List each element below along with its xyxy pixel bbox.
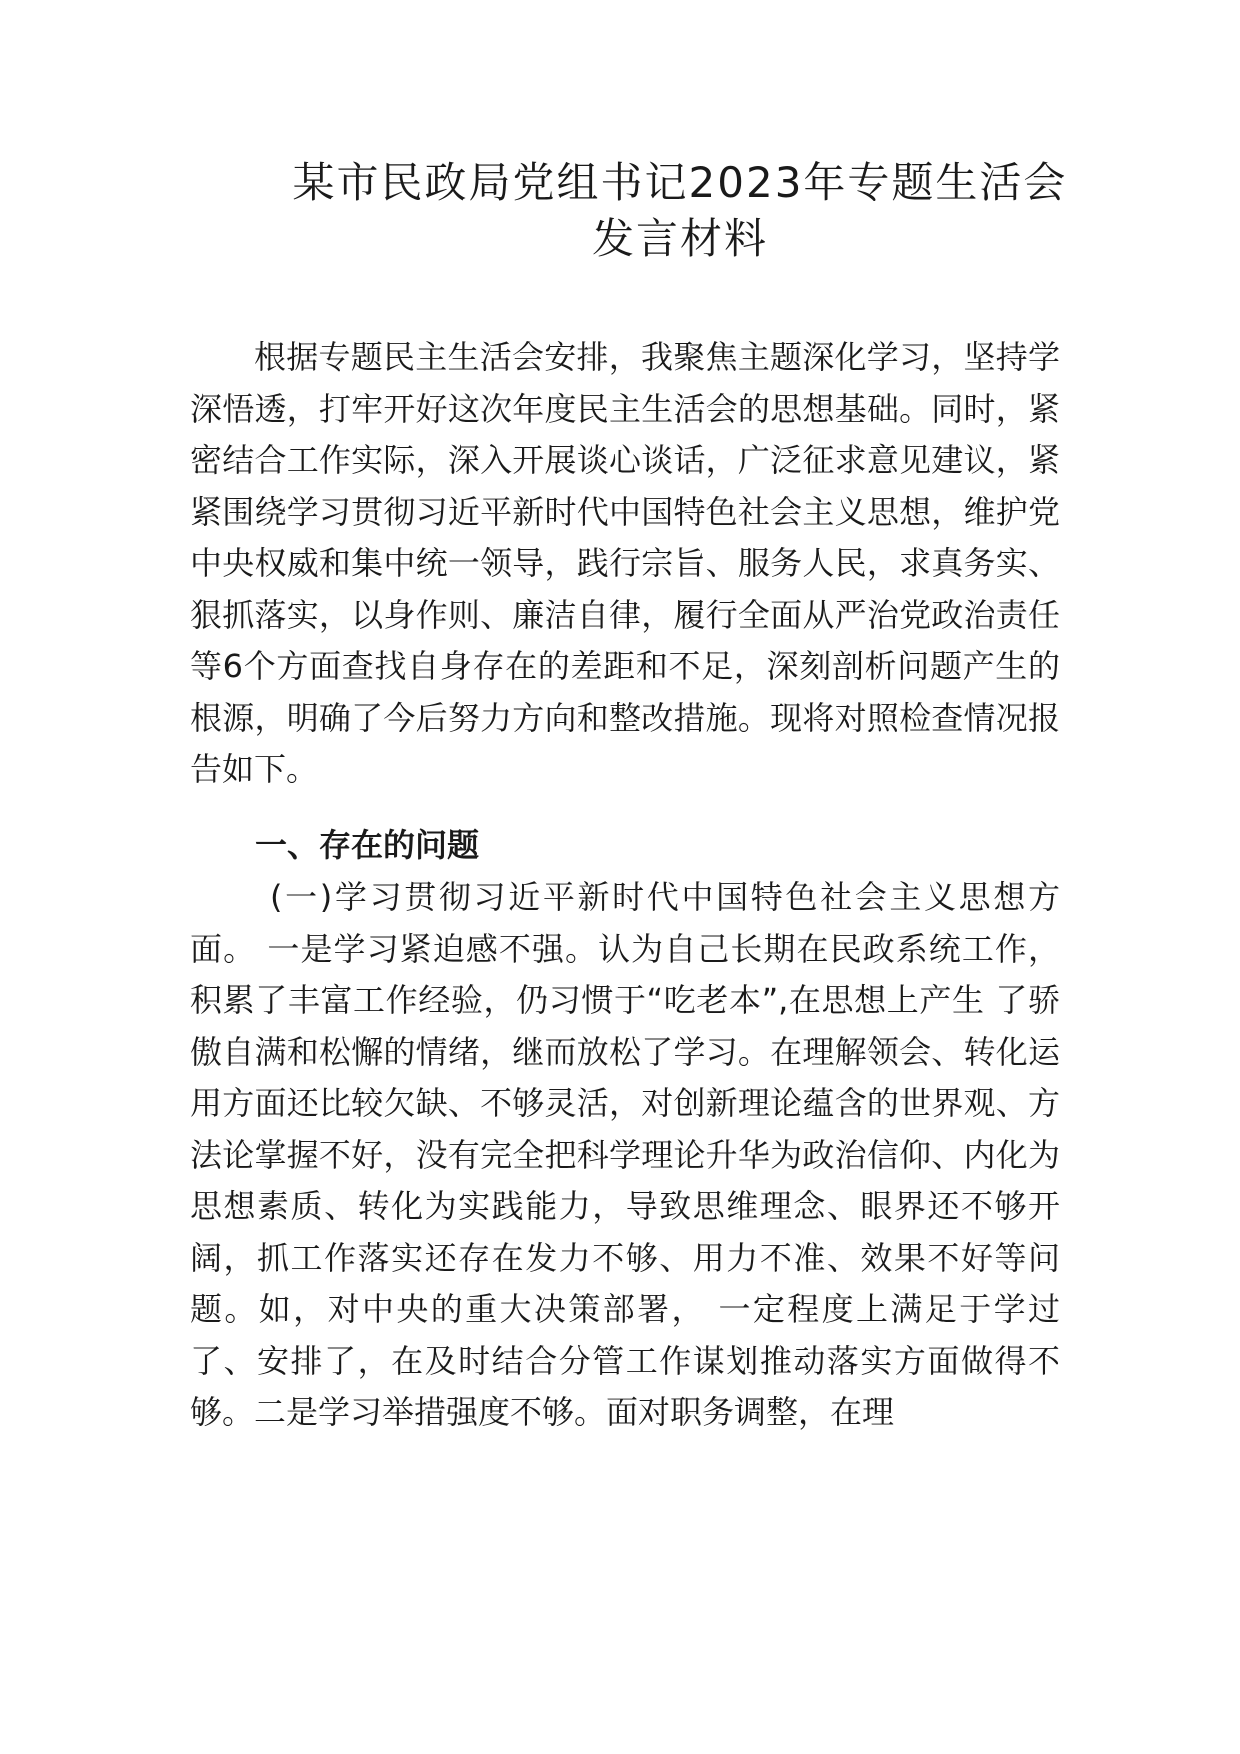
intro-paragraph: 根据专题民主生活会安排，我聚焦主题深化学习，坚持学深悟透，打牢开好这次年度民主生活会的思想基础。同时，紧密结合工作实际，深入开展谈心谈话，广泛征求意见建议，紧紧围绕学习贯彻习近平新时代中国特色社会主义思想，维护党中央权威和集中统一领导，践行宗旨、服务人民，求真务实、狠抓落实，以身作则、廉洁自律，履行全面从严治党政治责任等6个方面查找自身存在的差距和不足，深刻剖析问题产生的根源，明确了今后努力方向和整改措施。现将对照检查情况报告如下。: [190, 338, 1060, 788]
section-heading-problems: 一、存在的问题: [255, 826, 480, 864]
document-title: 某市民政局党组书记2023年专题生活会发言材料: [292, 158, 1068, 263]
section-paragraph-study: (一)学习贯彻习近平新时代中国特色社会主义思想方面。 一是学习紧迫感不强。认为自己长期在民政系统工作，积累了丰富工作经验，仍习惯于“吃老本”,在思想上产生 了骄傲自满和松懈的情绪，继而放松了学习。在理解领会、转化运用方面还比较欠缺、不够灵活，对创新理论蕴含的世界观、方法论掌握不好，没有完全把科学理论升华为政治信仰、内化为思想素质、转化为实践能力，导致思维理念、眼界还不够开阔，抓工作落实还存在发力不够、用力不准、效果不好等问题。如，对中央的重大决策部署， 一定程度上满足于学过了、安排了，在及时结合分管工作谋划推动落实方面做得不够。二是学习举措强度不够。面对职务调整，在理: [190, 878, 1060, 1431]
